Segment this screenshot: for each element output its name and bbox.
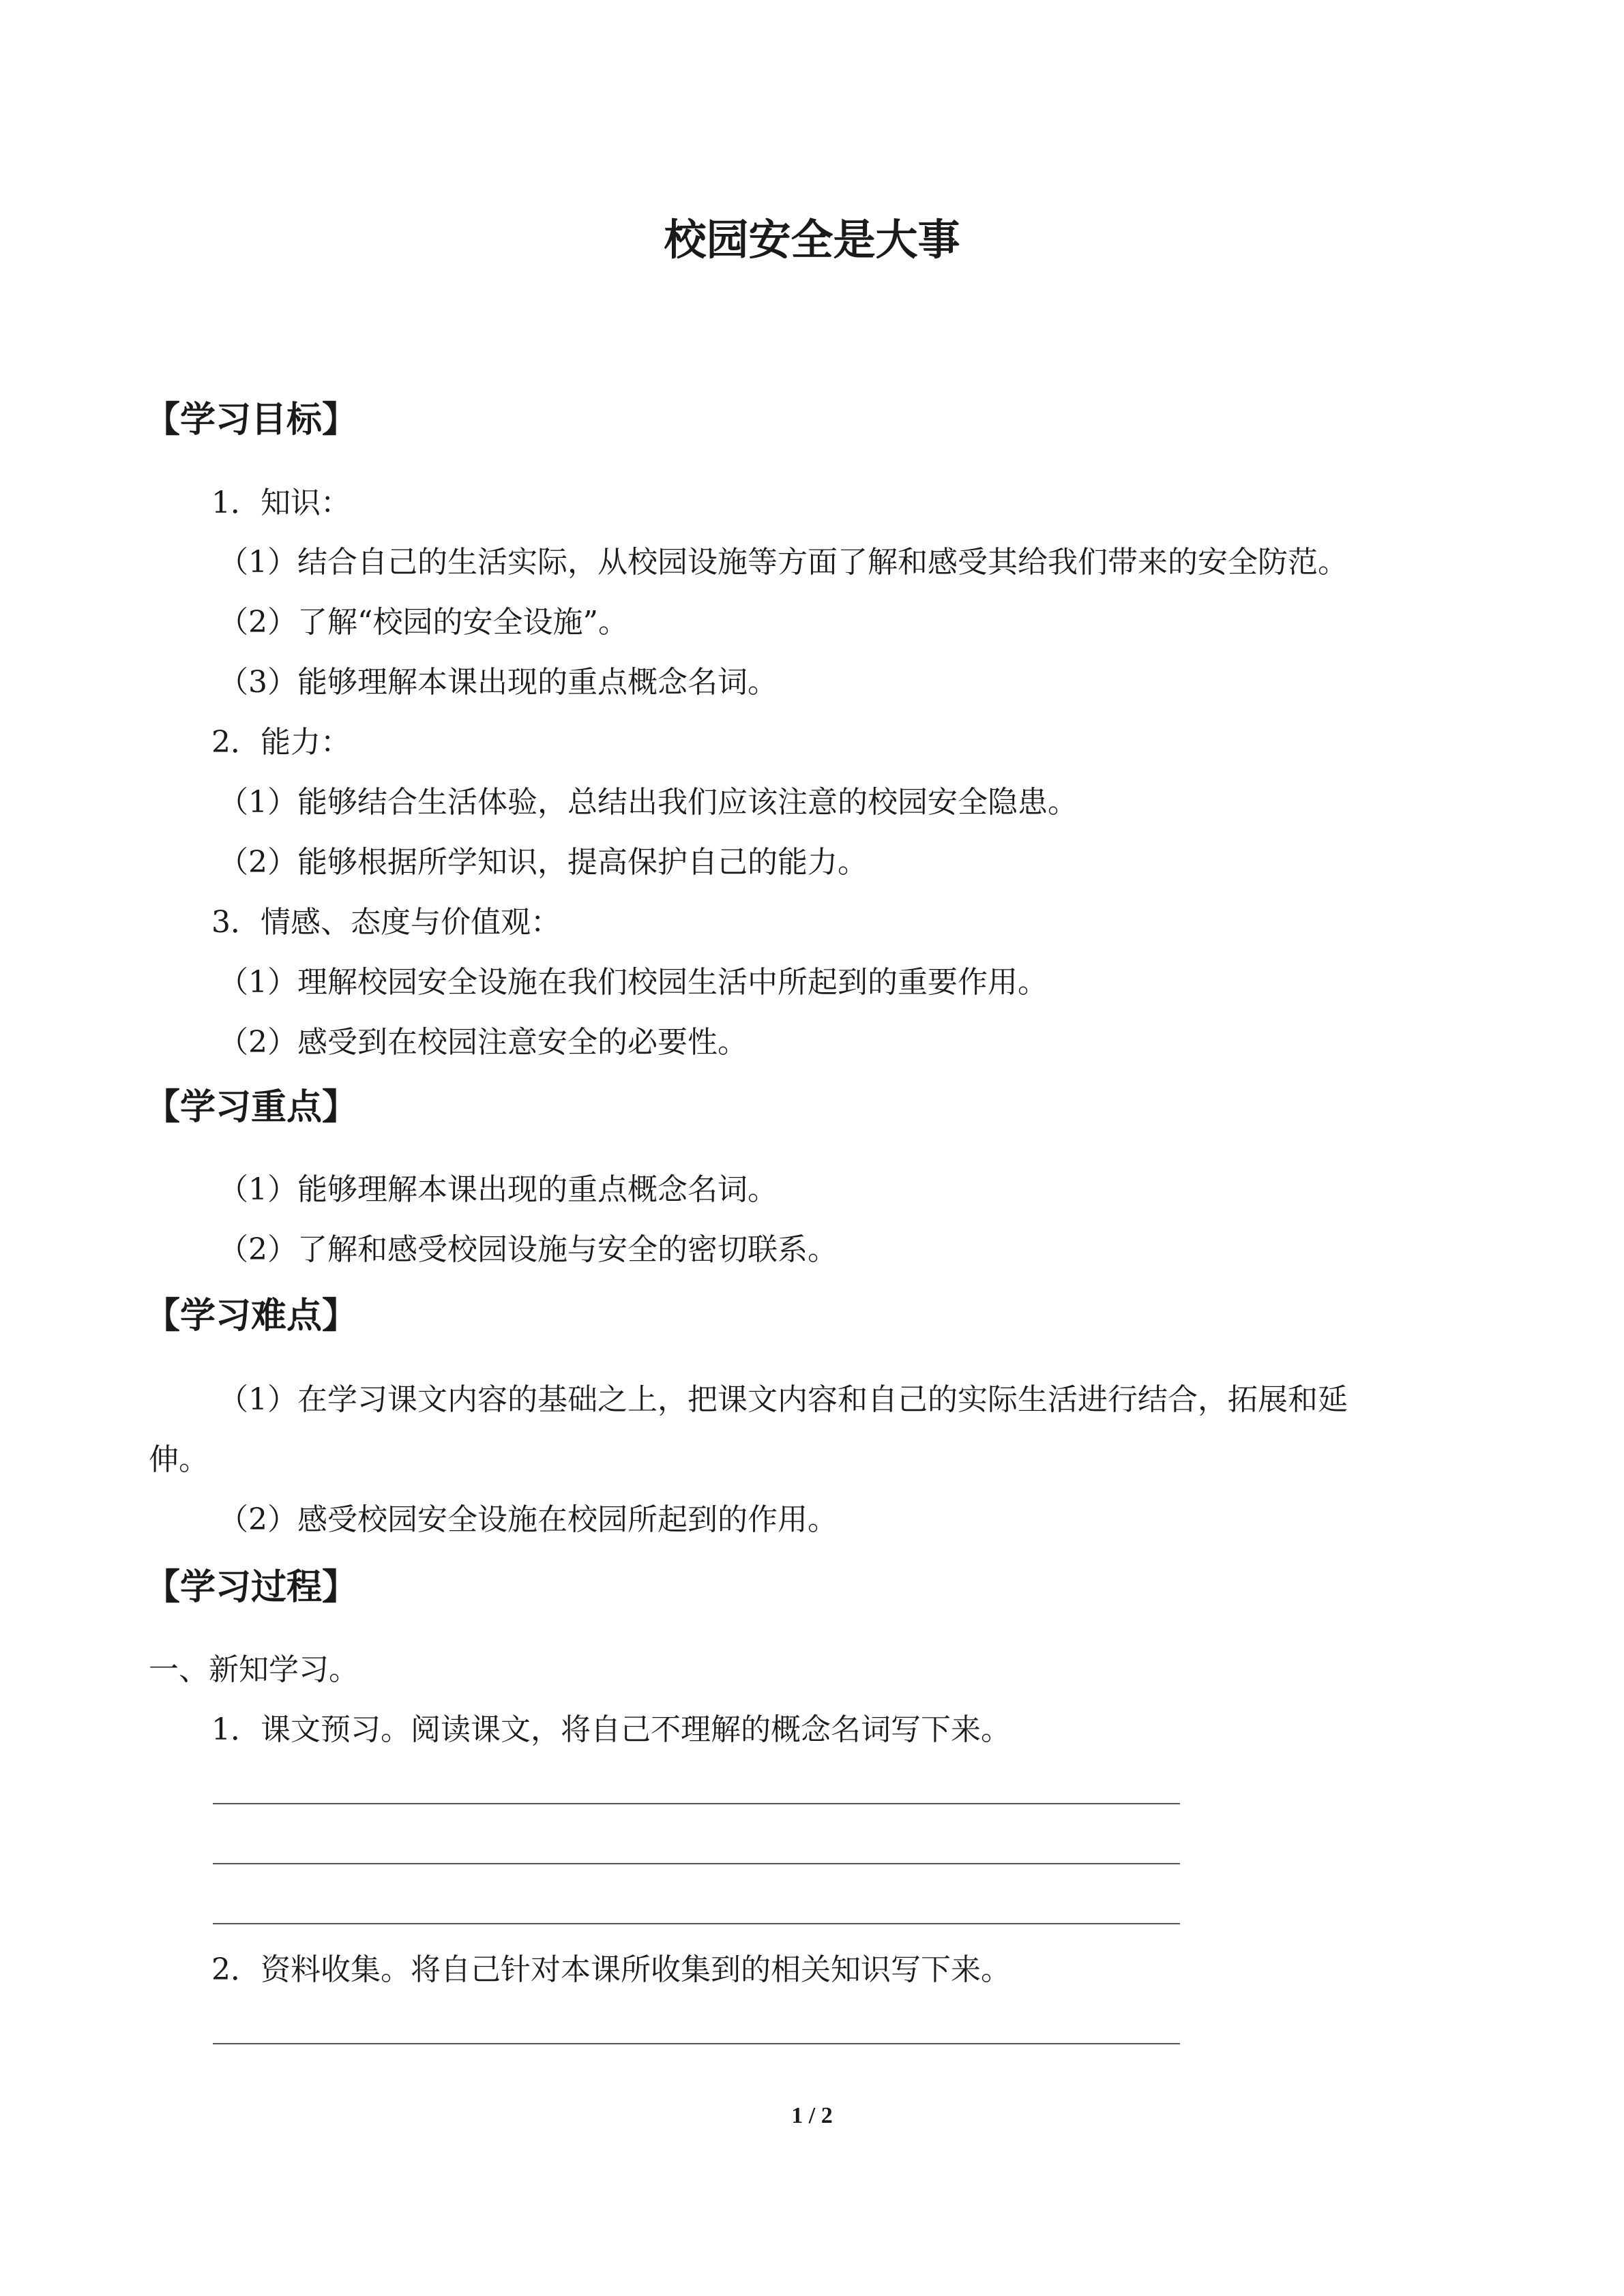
- difficulty-item-1-line-1: （1）在学习课文内容的基础之上，把课文内容和自己的实际生活进行结合，拓展和延: [218, 1382, 1348, 1417]
- values-item-1: （1）理解校园安全设施在我们校园生活中所起到的重要作用。: [218, 965, 1048, 1000]
- answer-line[interactable]: [213, 1923, 1180, 1924]
- knowledge-label: 1．知识：: [211, 486, 351, 520]
- key-point-item-1: （1）能够理解本课出现的重点概念名词。: [218, 1172, 778, 1207]
- ability-item-2: （2）能够根据所学知识，提高保护自己的能力。: [218, 845, 868, 880]
- section-heading-process: 【学习过程】: [145, 1567, 358, 1608]
- page-number: 1 / 2: [791, 2103, 833, 2128]
- knowledge-item-1: （1）结合自己的生活实际，从校园设施等方面了解和感受其给我们带来的安全防范。: [218, 545, 1348, 580]
- section-heading-key-points: 【学习重点】: [145, 1087, 358, 1128]
- answer-line[interactable]: [213, 1803, 1180, 1804]
- values-item-2: （2）感受到在校园注意安全的必要性。: [218, 1025, 748, 1060]
- process-task-1: 1．课文预习。阅读课文，将自己不理解的概念名词写下来。: [211, 1712, 1011, 1747]
- difficulty-item-2: （2）感受校园安全设施在校园所起到的作用。: [218, 1502, 838, 1537]
- process-part-1: 一、新知学习。: [149, 1652, 359, 1687]
- answer-line[interactable]: [213, 2043, 1180, 2044]
- difficulty-item-1-line-2: 伸。: [149, 1442, 209, 1477]
- ability-label: 2．能力：: [211, 725, 351, 760]
- key-point-item-2: （2）了解和感受校园设施与安全的密切联系。: [218, 1232, 838, 1267]
- page-title: 校园安全是大事: [664, 215, 960, 265]
- section-heading-difficulties: 【学习难点】: [145, 1296, 358, 1337]
- section-heading-goals: 【学习目标】: [145, 400, 358, 441]
- knowledge-item-2: （2）了解“校园的安全设施”。: [218, 605, 628, 640]
- knowledge-item-3: （3）能够理解本课出现的重点概念名词。: [218, 665, 778, 700]
- process-task-2: 2．资料收集。将自己针对本课所收集到的相关知识写下来。: [211, 1952, 1011, 1987]
- ability-item-1: （1）能够结合生活体验，总结出我们应该注意的校园安全隐患。: [218, 785, 1078, 820]
- values-label: 3．情感、态度与价值观：: [211, 905, 561, 940]
- answer-line[interactable]: [213, 1863, 1180, 1864]
